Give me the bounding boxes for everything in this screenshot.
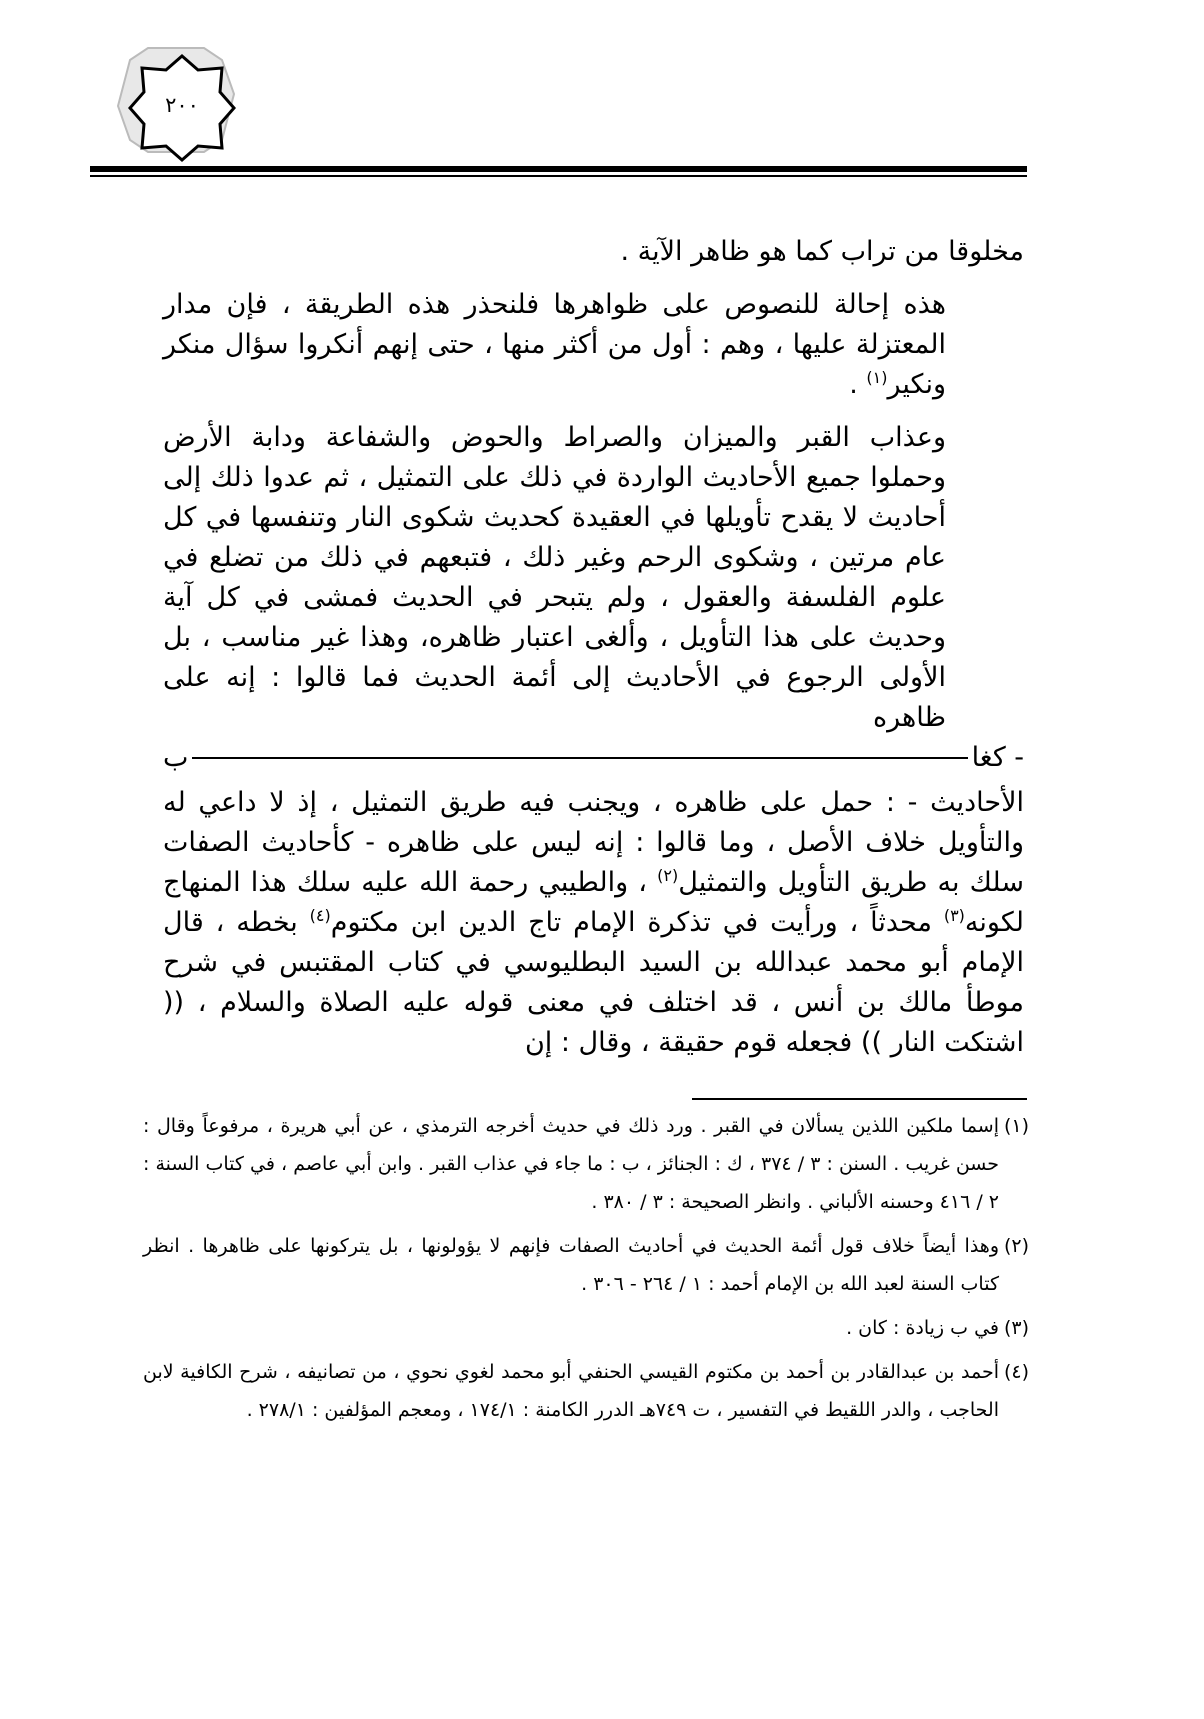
footnote-2: (٢) وهذا أيضاً خلاف قول أئمة الحديث في أحاديث الصفات فإنهم لا يؤولونها ، بل يتركونها على ظاهرها . انظر كتاب السنة لعبد الله بن الإمام أحمد : ١ / ٢٦٤ - ٣٠٦ . [143, 1235, 1029, 1295]
paragraph-2: هذه إحالة للنصوص على ظواهرها فلنحذر هذه الطريقة ، فإن مدار المعتزلة عليها ، وهم : أول من أكثر منها ، حتى إنهم أنكروا سؤال منكر ونكير$^{(١)}$ . [163, 289, 946, 400]
footnote-4: (٤) أحمد بن عبدالقادر بن أحمد بن مكتوم القيسي الحنفي أبو محمد لغوي نحوي ، من تصانيفه ، شرح الكافية لابن الحاجب ، والدر اللقيط في التفسير ، ت ٧٤٩هـ الدرر الكامنة : ١٧٤/١ ، ومعجم المؤلفين : ٢٧٨/١ . [143, 1361, 1029, 1421]
paragraph-3: وعذاب القبر والميزان والصراط والحوض والشفاعة ودابة الأرض وحملوا جميع الأحاديث الواردة في ذلك على التمثيل ، ثم عدوا ذلك إلى أحاديث لا يقدح تأويلها في العقيدة كحديث شكوى النار وتنفسها في كل عام مرتين ، وشكوى الرحم وغير ذلك ، فتبعهم في ذلك من تضلع في علوم الفلسفة والعقول ، ولم يتبحر في الحديث فمشى في كل آية وحديث على هذا التأويل ، وألغى اعتبار ظاهره، وهذا غير مناسب ، بل الأولى الرجوع في الأحاديث إلى أئمة الحديث فما قالوا : إنه على ظاهره [163, 422, 946, 733]
page-number-badge [100, 40, 250, 170]
dash-line: - كغا ب [163, 742, 1024, 773]
footnote-1: (١) إسما ملكين اللذين يسألان في القبر . ورد ذلك في حديث أخرجه الترمذي ، عن أبي هريرة ، مرفوعاً وقال : حسن غريب . السنن : ٣ / ٣٧٤ ، ك : الجنائز ، ب : ما جاء في عذاب القبر . وابن أبي عاصم ، في كتاب السنة : ٢ / ٤١٦ وحسنه الألباني . وانظر الصحيحة : ٣ / ٣٨٠ . [143, 1115, 1029, 1213]
footnote-ref-2: (٢) [657, 866, 679, 885]
footnote-ref-4: (٤) [309, 906, 331, 925]
paragraph-1: مخلوقا من تراب كما هو ظاهر الآية . [620, 236, 1024, 267]
main-text [163, 232, 1024, 1076]
header-rule-thin [90, 175, 1027, 177]
footnote-ref-1: (١) [866, 368, 888, 387]
footnotes [143, 1107, 1029, 1435]
page-number: ٢٠٠ [165, 93, 199, 117]
dash-rule [192, 757, 967, 759]
footnote-ref-3: (٣) [943, 906, 965, 925]
header-rule-thick [90, 166, 1027, 172]
paragraph-4: الأحاديث - : حمل على ظاهره ، ويجنب فيه طريق التمثيل ، إذ لا داعي له والتأويل خلاف الأصل ، وما قالوا : إنه ليس على ظاهره - كأحاديث الصفات سلك به طريق التأويل والتمثيل$^{(٢)}$ ، والطيبي رحمة الله عليه سلك هذا المنهاج لكونه$^{(٣)}$ محدثاً ، ورأيت في تذكرة الإمام تاج الدين ابن مكتوم$^{(٤)}$ بخطه ، قال الإمام أبو محمد عبدالله بن السيد البطليوسي في كتاب المقتبس في شرح موطأ مالك بن أنس ، قد اختلف في معنى قوله عليه الصلاة والسلام ، (( اشتكت النار )) فجعله قوم حقيقة ، وقال : إن [163, 787, 1024, 1058]
footnote-3: (٣) في ب زيادة : كان . [846, 1317, 1029, 1339]
footnote-separator [692, 1098, 1027, 1100]
